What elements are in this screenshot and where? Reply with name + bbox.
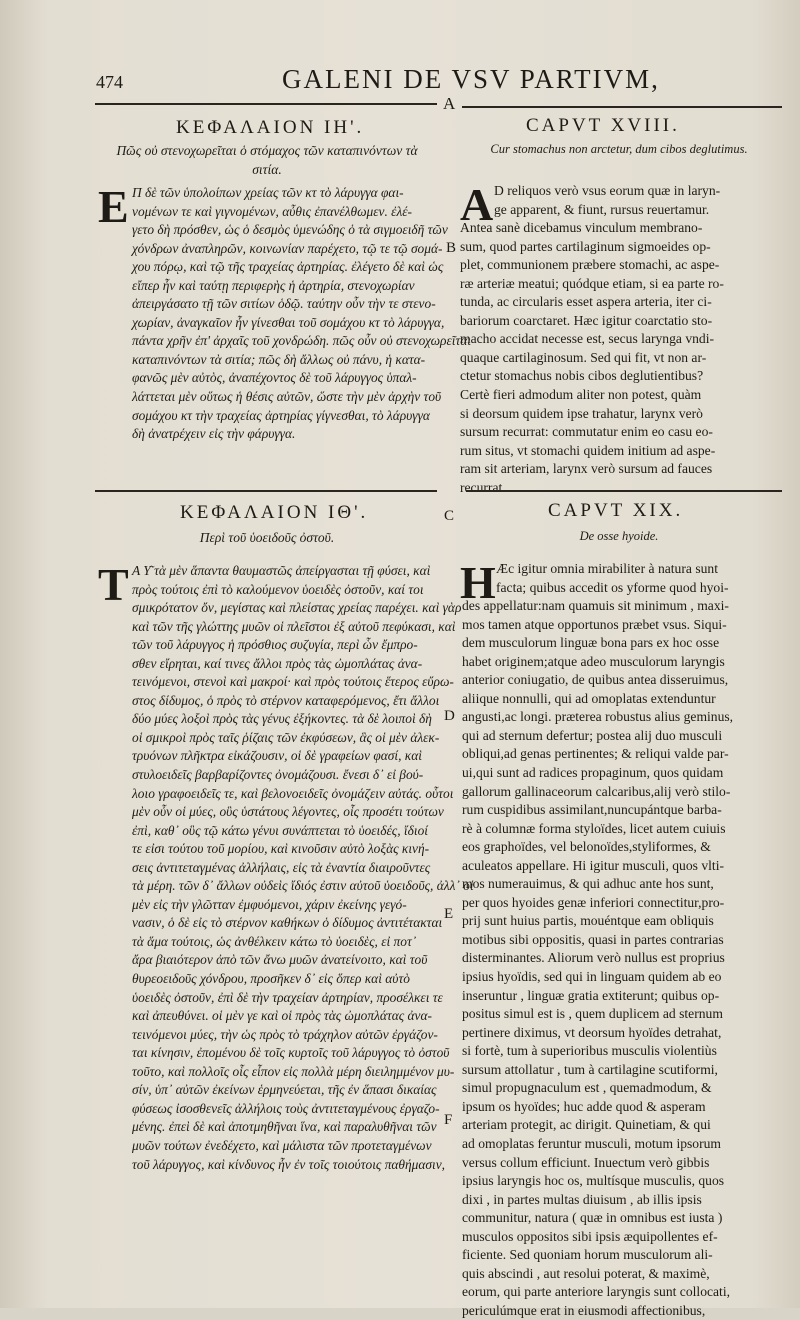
text-line: mos numerauimus, & qui adhuc ante hos sunt,	[462, 876, 714, 892]
latin-chapter-title-19: CAPVT XIX.	[548, 500, 684, 521]
text-line: σμικρότατον ὄν, μεγίστας καὶ πλείστας χρείας παρέχει. καὶ γὰρ	[132, 600, 462, 616]
text-line: des appellatur:nam quamuis sit minimum , maxi-	[462, 598, 729, 614]
page-header	[96, 58, 786, 98]
text-line: si fortè, tum à superioribus musculis violentiùs	[462, 1043, 717, 1059]
text-line: si deorsum quidem ipse trahatur, larynx verò	[460, 405, 703, 421]
text-line: καὶ τῶν τῆς γλώττης μυῶν οἱ πλεῖστοι ἐξ αὐτοῦ πεφύκασι, καὶ	[132, 618, 456, 634]
text-line: quaque cartilaginosum. Sed qui fit, vt non ar-	[460, 349, 707, 365]
text-line: δὴ ἀνατρέχειν εἰς τὴν φάρυγγα.	[132, 426, 296, 442]
text-line: positus simul est is , quem duplicem ad sternum	[462, 1006, 723, 1022]
text-line: ipsius hyoïdis, sed qui in linguam quidem ab eo	[462, 969, 722, 985]
text-line: χωρίαν, ἀναγκαῖον ἦν γίνεσθαι τοῦ σομάχου κτ τὸ λάρυγγα,	[132, 314, 445, 330]
text-line: νομένων τε καὶ γιγνομένων, αὖθις ἐπανέλθωμεν. ἐλέ-	[132, 203, 412, 219]
text-line: mos tamen atque opportunos præbet vsus. Siqui-	[462, 616, 727, 632]
text-line: σεις ἀντιτεταγμένας ἀλλήλαις, εἰς τὰ ἐναντία διαιροῦντες	[132, 859, 431, 875]
margin-letter-e: E	[444, 906, 454, 922]
text-line: ram sit arteriam, larynx verò sursum ad fauces	[460, 461, 713, 477]
text-line: τεινόμενοι μύες, τὴν ὡς πρὸς τὸ τράχηλον αὐτῶν ἐργάζον-	[132, 1026, 438, 1042]
text-line: facta; quibus accedit os yforme quod hyoi-	[496, 579, 729, 595]
text-line: recurrat.	[460, 479, 506, 495]
text-line: Α Υ͂ τὰ μὲν ἅπαντα θαυμαστῶς ἀπείργασται τῇ φύσει, καὶ	[132, 563, 431, 578]
greek-text-18	[132, 184, 472, 484]
text-line: habet originem;atque adeo musculorum laryngis	[462, 653, 725, 669]
text-line: ipsum os hyoïdes; huc adde quod & asperam	[462, 1098, 706, 1114]
text-line: pertinere diximus, vt deorsum hyoïdes detrahat,	[462, 1024, 722, 1040]
section-rule-left	[95, 490, 437, 492]
running-title: GALENI DE VSV PARTIVM,	[282, 64, 660, 94]
page-number: 474	[96, 72, 123, 92]
text-line: ἀπειργάσατο τῇ τῶν σιτίων ὁδῷ. ταύτην οὖν τὴν τε στενο-	[132, 296, 436, 312]
text-line: Antea sanè dicebamus vinculum membrano-	[460, 220, 703, 236]
greek-chapter-subtitle-18: Πῶς οὐ στενοχωρεῖται ὁ στόμαχος τῶν καταπινόντων τὰ σιτία.	[116, 143, 418, 177]
latin-chapter-title-18: CAPVT XVIII.	[526, 115, 680, 136]
section-rule-right	[466, 490, 782, 492]
text-line: ræ arteriæ meatui; quódque etiam, si ea parte ro-	[460, 275, 724, 291]
greek-chapter-title-19: ΚΕΦΑΛΑΙΟΝ ΙΘ'.	[180, 502, 369, 523]
text-line: μυῶν τούτων ἐνεδέχετο, καὶ μάλιστα τῶν προτεταγμένων	[132, 1137, 432, 1153]
text-line: aculeatos appellare. Hi igitur musculi, quos vlti-	[462, 857, 724, 873]
text-line: angusti,ac longi. præterea robustus alius geminus,	[462, 709, 734, 725]
latin-dropcap-18: A	[460, 179, 494, 230]
text-line: communitur, natura ( quæ in omnibus est iusta )	[462, 1210, 723, 1226]
text-line: dem musculorum linguæ bona pars ex hoc osse	[462, 635, 720, 651]
text-line: μένης. ἐπεὶ δὲ καὶ ἀποτμηθῆναι ἵνα, καὶ παραλυθῆναι τῶν	[132, 1119, 437, 1135]
text-line: μὲν εἰς τὴν γλῶτταν ἐμφυόμενοι, χάριν ἐκείνης γεγό-	[132, 896, 407, 912]
text-line: ipsius laryngis hoc os, multísque musculis, quos	[462, 1173, 725, 1189]
text-line: νασιν, ὁ δὲ εἰς τὸ στέρνον καθήκων ὁ δίδυμος ἀντιτέτακται	[132, 915, 443, 931]
text-line: plet, communionem præbere stomachi, ac aspe-	[460, 257, 720, 273]
greek-chapter-subtitle-19: Περὶ τοῦ ὑοειδοῦς ὀστοῦ.	[199, 530, 335, 545]
text-line: τῶν τοῦ λάρυγγος ἡ πρόσθιος συζυγία, περὶ ὧν ἔμπρο-	[132, 637, 418, 653]
signature-letter: A	[443, 94, 456, 113]
text-line: ctetur stomachus nobis cibos deglutientibus?	[460, 368, 704, 384]
text-line: tunda, ac circularis esset aspera arteria, iter ci-	[460, 294, 712, 310]
text-line: στυλοειδεῖς βαρβαρίζοντες ὀνομάζουσι. ἔνεσι δ᾽ εἰ βού-	[132, 767, 424, 783]
text-line: obliqui,ad genas pertinentes; & reliqui valde par-	[462, 746, 729, 762]
text-line: ad omoplatas feruntur musculi, motum ipsorum	[462, 1135, 721, 1151]
latin-text-18	[460, 179, 778, 502]
greek-text-19	[132, 562, 474, 1292]
text-line: prij sunt huius partis, mouéntque eam obliquis	[462, 913, 714, 929]
margin-letter-c: C	[444, 508, 455, 524]
text-line: ἐπὶ, καθ᾽ οὓς τῷ κάτω γένυι συνάπτεται τὸ ὑοειδές, ἴδιοί	[132, 822, 428, 838]
text-line: bariorum coarctaret. Hæc igitur coarctatio sto-	[460, 312, 713, 328]
text-line: ge apparent, & fiunt, rursus reuertamur.	[494, 201, 710, 217]
text-line: καταπινόντων τὰ σιτία; πῶς δὴ ἄλλως οὐ πάνυ, ἡ κατα-	[132, 351, 426, 367]
latin-text-19	[460, 557, 782, 1318]
header-rule-right	[462, 106, 782, 108]
text-line: Certè fieri admodum aliter non potest, quàm	[460, 387, 702, 403]
text-line: per quos hyoides genæ inferiori connectitur,pro-	[462, 894, 725, 910]
text-line: πρὸς τούτοις ἐπὶ τὸ καλούμενον ὑοειδὲς ὀστοῦν, καί τοι	[132, 581, 424, 597]
text-line: λάττεται μὲν οὕτως ἡ θέσις αὐτῶν, ὥστε τὴν μὲν ἀρχὴν τοῦ	[132, 389, 442, 405]
text-line: dixi , in partes multas diuisum , ab illis ipsis	[462, 1191, 702, 1207]
text-line: rè à columnæ forma styloïdes, licet autem cuiuis	[462, 820, 726, 836]
text-line: λοιο γραφοειδεῖς τε, καὶ βελονοειδεῖς ὀνομάζειν αὐτάς. οὗτοι	[132, 785, 454, 801]
text-line: τεινόμενοι, στενοὶ καὶ μακροί· καὶ πρὸς τούτοις ἕτερος εὔρω-	[132, 674, 454, 690]
greek-dropcap-19: Τ	[98, 559, 129, 610]
text-line: aliique nonnulli, qui ad omoplatas extenduntur	[462, 690, 716, 706]
text-line: ὑοειδὲς ὀστοῦν, ἐπὶ δὲ τὴν τραχείαν ἀρτηρίαν, προσέλκει τε	[132, 989, 443, 1005]
latin-dropcap-19: H	[460, 557, 496, 608]
margin-letter-f: F	[444, 1112, 453, 1128]
text-line: periculúmque erat in eiusmodi affectionibus,	[462, 1302, 706, 1318]
latin-chapter-subtitle-18: Cur stomachus non arctetur, dum cibos deglutimus.	[490, 142, 748, 156]
text-line: θυρεοειδοῦς χόνδρου, προσῆκεν δ᾽ εἰς ὅπερ καὶ αὐτὸ	[132, 971, 410, 987]
text-line: arteriam protegit, ac dirigit. Quinetiam, & qui	[462, 1117, 711, 1133]
text-line: inseruntur , linguæ gratia extiterunt; quibus op-	[462, 987, 720, 1003]
text-line: ἄρα βιαιότερον ἀπὸ τῶν ἄνω μυῶν ἀνατείνοιτο, καὶ τοῦ	[132, 952, 428, 968]
text-line: σθεν εἴρηται, καί τινες ἄλλοι πρὸς τὰς ὠμοπλάτας ἀνα-	[132, 655, 423, 671]
text-line: εἴπερ ἦν καὶ ταύτῃ περιφερὴς ἡ ἀρτηρία, στενοχωρίαν	[132, 277, 415, 293]
text-line: σομάχου κτ τὴν τραχείας ἀρτηρίας γίγνεσθαι, τὸ λάρυγγα	[132, 407, 430, 423]
text-line: οἱ σμικροὶ πρὸς ταῖς ῥίζαις τῶν ἐκφύσεων, ἃς οἱ μὲν ἀλεκ-	[132, 729, 440, 745]
text-line: φανῶς μὲν αὐτὸς, ἀναπέχοντος δὲ τοῦ λάρυγγος ὑπαλ-	[132, 370, 417, 386]
text-line: simul propugnaculum est , quemadmodum, &	[462, 1080, 712, 1096]
text-line: versus collum efficiunt. Inuectum verò gibbis	[462, 1154, 710, 1170]
text-line: σίν, ὑπ᾽ αὐτῶν ἐκείνων ἑρμηνεύεται, τῆς ἐν ἅπασι δικαίας	[132, 1082, 437, 1098]
text-line: eorum, qui parte anteriore laryngis sunt collocati,	[462, 1284, 731, 1300]
text-line: χόνδρων ἀναπληρῶν, κοινωνίαν παρέχετο, τῷ τε τῷ σομά-	[132, 240, 443, 256]
text-line: ui,qui sunt ad radices propaginum, quos quidam	[462, 765, 724, 781]
text-line: motibus sibi oppositis, quasi in partes contrarias	[462, 931, 724, 947]
text-line: rum cuspidibus assimilant,nuncupántque barba-	[462, 802, 722, 818]
text-line: ficiente. Sed quoniam horum musculorum ali-	[462, 1247, 713, 1263]
text-line: ται κίνησιν, ἐπομένου δὲ τοῖς κυρτοῖς τοῦ λάρυγγος τὸ ὀστοῦ	[132, 1045, 450, 1061]
text-line: anterior coniugatio, de quibus antea disseruimus,	[462, 672, 729, 688]
text-line: τρυόνων πλῆκτρα εἰκάζουσιν, οἱ δὲ γραφείων φασί, καὶ	[132, 748, 422, 764]
text-line: Æc igitur omnia mirabiliter à natura sunt	[496, 561, 718, 576]
text-line: sum, quod partes cartilaginum sigmoeides op-	[460, 238, 711, 254]
text-line: πάντα χρῆν ἐπ' ἀρχαῖς τοῦ χονδρώδη. πῶς οὖν οὐ στενοχωρεῖται	[132, 333, 472, 349]
text-line: γετο δὴ πρόσθεν, ὡς ὁ δεσμὸς ὑμενώδης ὁ τὰ σιγμοειδῆ τῶν	[132, 222, 448, 238]
greek-dropcap-18: Ε	[98, 181, 129, 232]
text-line: rum situs, vt stomachi quidem initium ad aspe-	[460, 442, 716, 458]
header-rule-left	[95, 103, 437, 105]
text-line: gallorum gallinaceorum calcaribus,alij verò stilo-	[462, 783, 731, 799]
text-line: δύο μύες λοξοὶ πρὸς τὰς γένυς ἐξήκοντες. τὰ δὲ λοιποὶ δὴ	[132, 711, 432, 727]
text-line: τὰ ἅμα τούτοις, ὡς ἀνθέλκειν κάτω τὸ ὑοειδὲς, εἰ ποτ᾽	[132, 933, 417, 949]
text-line: quis abscindi , aut resolui poterat, & maximè,	[462, 1265, 710, 1281]
text-line: τοῦ λάρυγγος, καὶ κίνδυνος ἦν ἐν τοῖς τοιούτοις παθήμασιν,	[132, 1156, 446, 1172]
margin-letter-b: B	[446, 240, 457, 256]
text-line: τε εἰσι τούτου τοῦ μορίου, καὶ κινοῦσιν αὐτὸ λοξὰς κινή-	[132, 841, 430, 857]
text-line: eos graphoïdes, vel belonoïdes,styliformes, &	[462, 839, 711, 855]
text-line: στος δίδυμος, ὁ πρὸς τὸ στέρνον καταφερόμενος, ἔτι ἄλλοι	[132, 692, 440, 708]
text-line: τὰ μέρη. τῶν δ᾽ ἄλλων οὐδεὶς ἴδιός ἐστιν αὐτοῦ ὑοειδοῦς, ἀλλ᾽ οἱ	[132, 878, 474, 894]
text-line: disterminantes. Aliorum verò nullus est proprius	[462, 950, 725, 966]
text-line: D reliquos verò vsus eorum quæ in laryn-	[494, 183, 721, 198]
text-line: καὶ ἀπευθύνει. οἱ μὲν γε καὶ οἱ πρὸς τὰς ὠμοπλάτας ἀνα-	[132, 1008, 432, 1024]
latin-chapter-subtitle-19: De osse hyoide.	[579, 529, 659, 543]
margin-letter-d: D	[444, 708, 455, 724]
greek-chapter-title-18: ΚΕΦΑΛΑΙΟΝ ΙΗ'.	[176, 117, 365, 138]
text-line: musculos oppositos sibi ipsis æquipollentes ef-	[462, 1228, 718, 1244]
text-line: τοῦτο, καὶ πολλοῖς οἷς εἶπον εἰς πολλὰ μέρη διειλημμένον μυ-	[132, 1063, 455, 1079]
text-line: sursum attollatur , tum à cartilagine scutiformi,	[462, 1061, 718, 1077]
text-line: qui ad sternum defertur; postea alij duo musculi	[462, 727, 723, 743]
text-line: χου πόρῳ, καὶ τῷ τῆς τραχείας ἀρτηρίας. ἐλέγετο δὲ καὶ ὡς	[132, 259, 444, 275]
text-line: sursum recurrat: commutatur enim eo casu eo-	[460, 424, 713, 440]
text-line: μὲν οὖν οἱ μύες, οὓς ὑστάτους λέγοντες, οἷς προσέτι τούτων	[132, 804, 444, 820]
text-line: Π δὲ τῶν ὑπολοίπων χρείας τῶν κτ τὸ λάρυγγα φαι-	[132, 185, 404, 200]
text-line: macho accidat necesse est, secus larynga vndi-	[460, 331, 715, 347]
text-line: φύσεως ἰσοσθενεῖς ἀλλήλοις τοὺς ἀντιτεταγμένους ἐργαζο-	[132, 1100, 440, 1116]
